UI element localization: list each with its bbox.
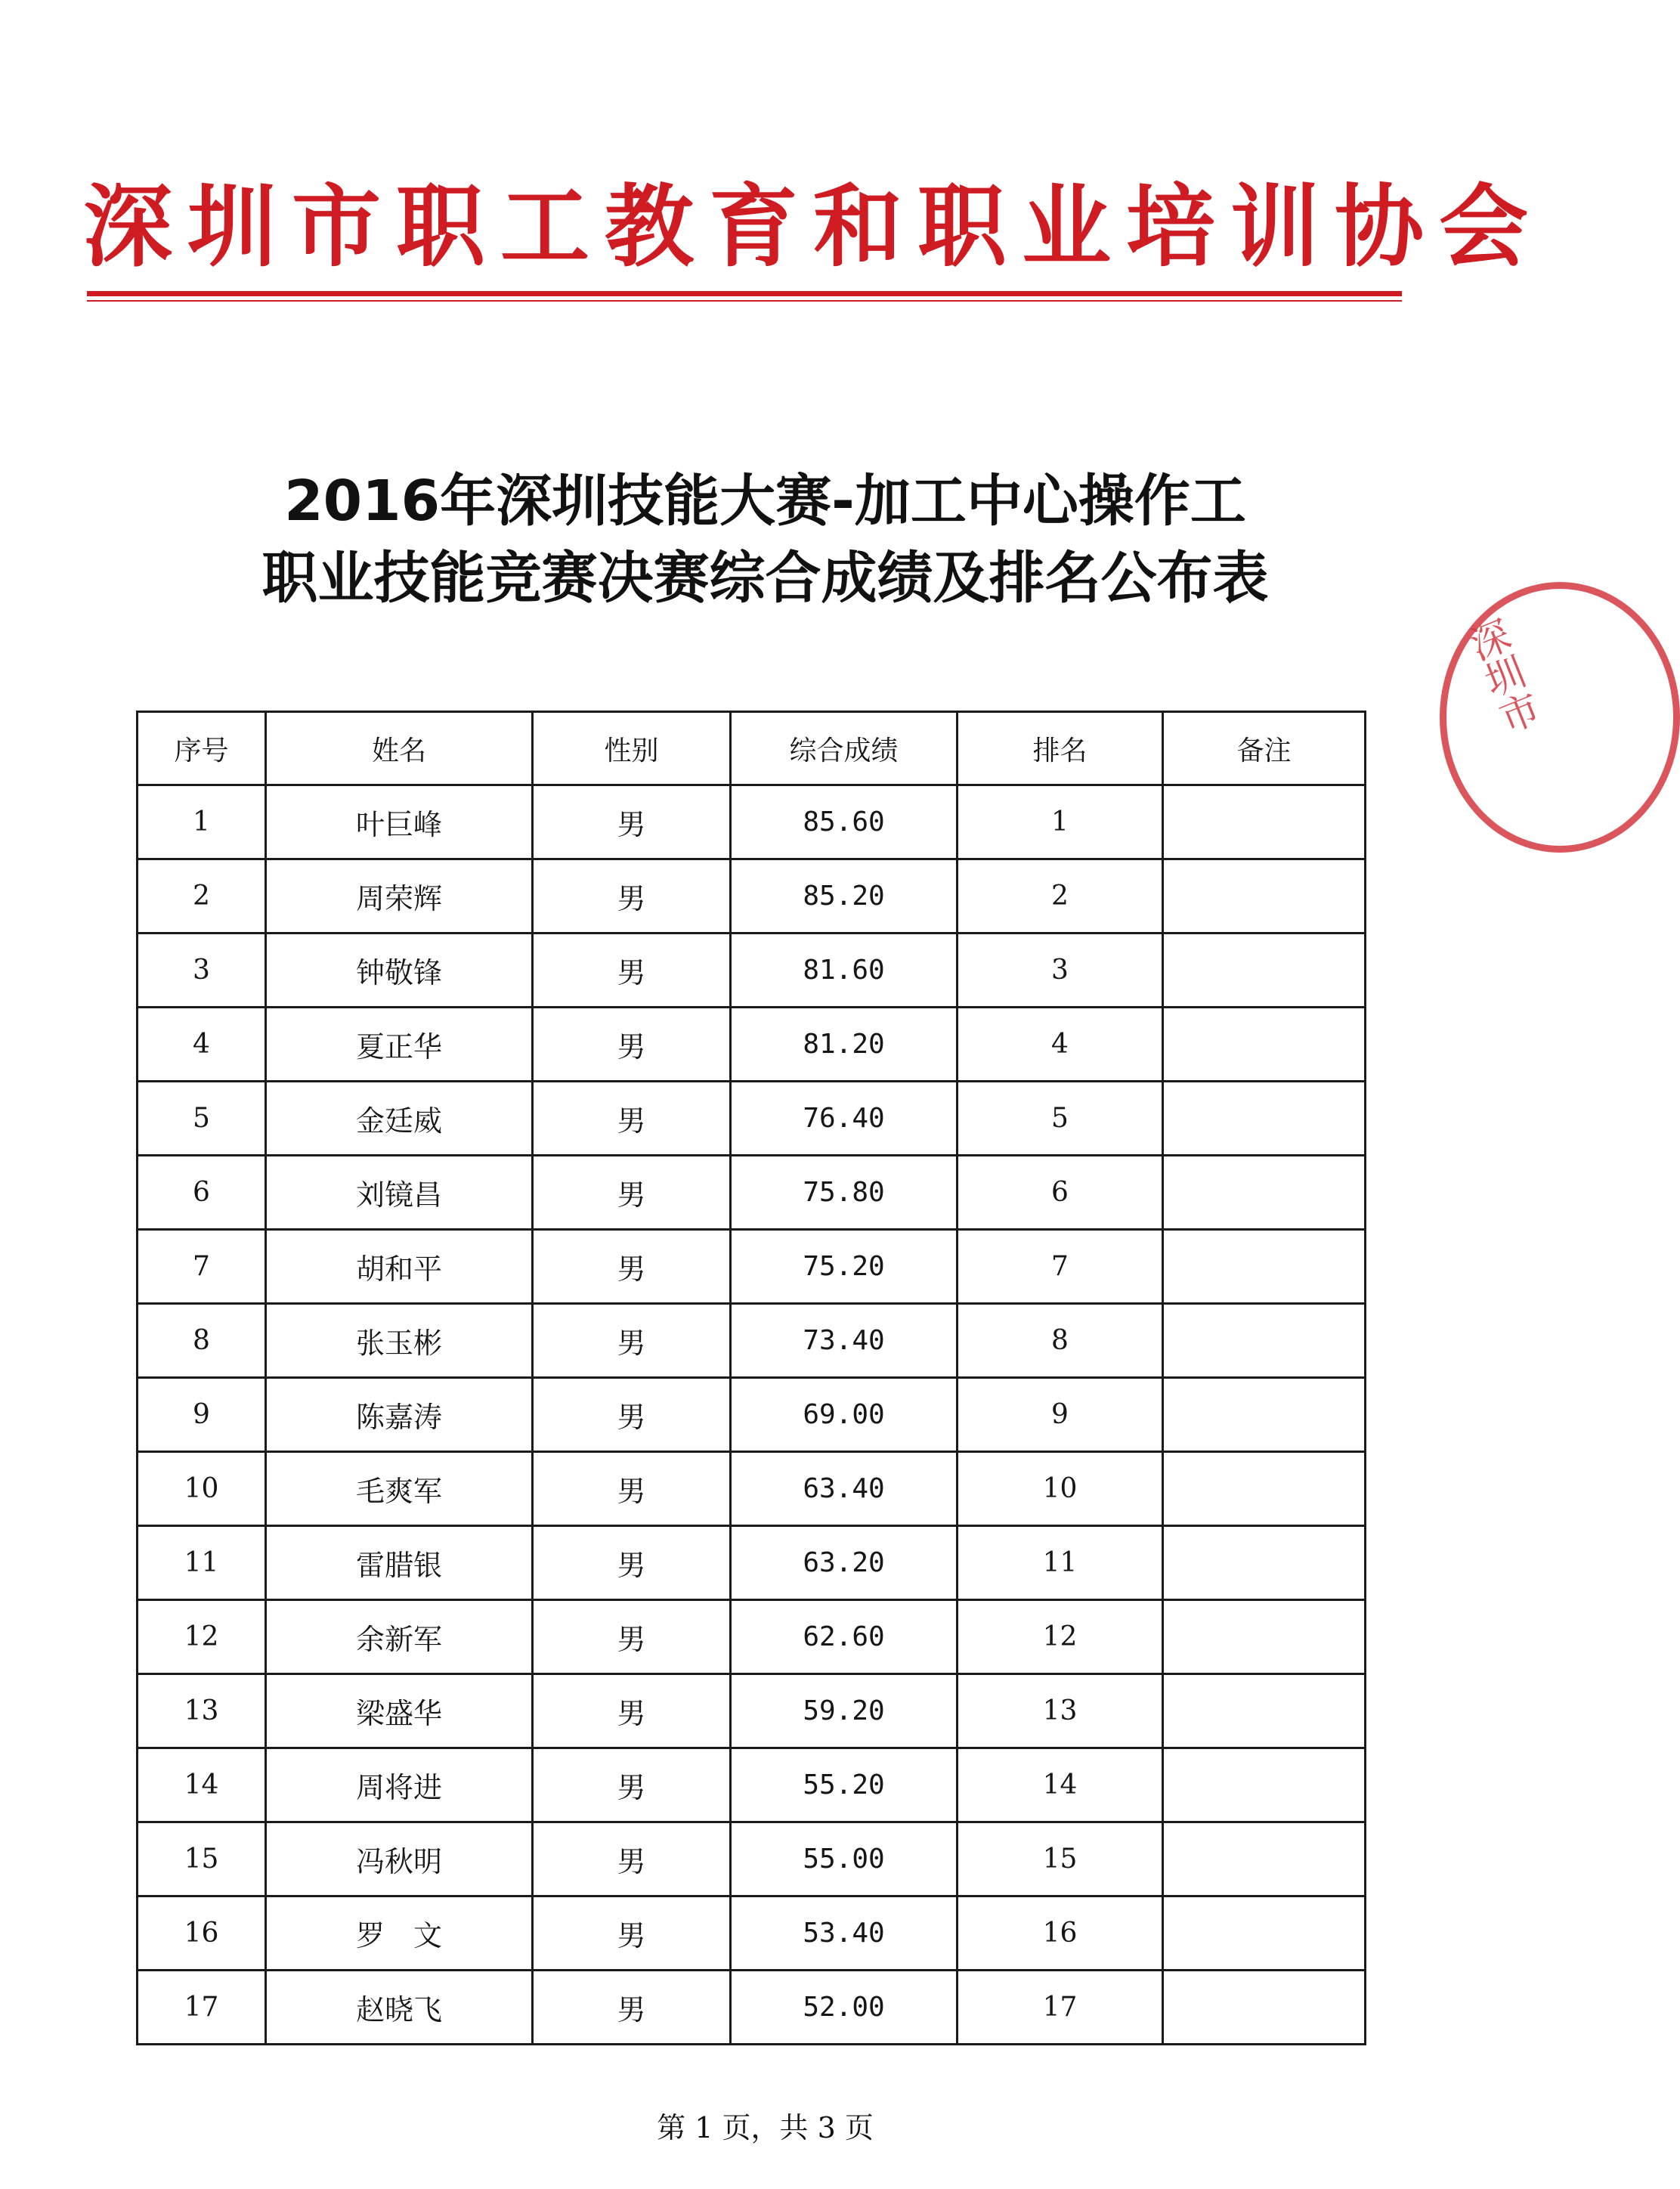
cell-remark [1163, 1674, 1366, 1748]
cell-index: 1 [138, 785, 266, 859]
cell-rank: 15 [958, 1822, 1163, 1896]
cell-remark [1163, 1230, 1366, 1304]
cell-score: 81.60 [731, 933, 958, 1008]
cell-rank: 4 [958, 1008, 1163, 1082]
cell-name: 刘镜昌 [266, 1156, 533, 1230]
cell-score: 55.00 [731, 1822, 958, 1896]
cell-gender: 男 [533, 1378, 731, 1452]
page-number-footer: 第 1 页，共 3 页 [657, 2111, 874, 2144]
cell-remark [1163, 1452, 1366, 1526]
cell-index: 15 [138, 1822, 266, 1896]
cell-remark [1163, 1304, 1366, 1378]
cell-index: 17 [138, 1971, 266, 2045]
table-row [138, 1378, 1366, 1452]
cell-name: 张玉彬 [266, 1304, 533, 1378]
cell-rank: 9 [958, 1378, 1163, 1452]
cell-rank: 16 [958, 1896, 1163, 1971]
cell-score: 73.40 [731, 1304, 958, 1378]
document-title-line-1: 2016年深圳技能大赛-加工中心操作工 [284, 469, 1246, 534]
cell-remark [1163, 1600, 1366, 1674]
header-gender: 性别 [533, 712, 731, 785]
cell-index: 4 [138, 1008, 266, 1082]
cell-name: 金廷威 [266, 1082, 533, 1156]
cell-rank: 13 [958, 1674, 1163, 1748]
cell-name: 雷腊银 [266, 1526, 533, 1600]
table-row [138, 1082, 1366, 1156]
cell-gender: 男 [533, 1600, 731, 1674]
cell-index: 10 [138, 1452, 266, 1526]
cell-gender: 男 [533, 1748, 731, 1822]
cell-index: 11 [138, 1526, 266, 1600]
cell-name: 胡和平 [266, 1230, 533, 1304]
cell-index: 7 [138, 1230, 266, 1304]
results-table [136, 711, 1366, 2045]
cell-rank: 14 [958, 1748, 1163, 1822]
cell-remark [1163, 1896, 1366, 1971]
cell-remark [1163, 785, 1366, 859]
table-row [138, 1674, 1366, 1748]
cell-remark [1163, 1378, 1366, 1452]
cell-remark [1163, 1156, 1366, 1230]
cell-rank: 12 [958, 1600, 1163, 1674]
cell-gender: 男 [533, 1008, 731, 1082]
cell-index: 12 [138, 1600, 266, 1674]
cell-rank: 11 [958, 1526, 1163, 1600]
cell-index: 16 [138, 1896, 266, 1971]
cell-rank: 7 [958, 1230, 1163, 1304]
cell-remark [1163, 1971, 1366, 2045]
cell-name: 罗 文 [266, 1896, 533, 1971]
header-remark: 备注 [1163, 712, 1366, 785]
header-score: 综合成绩 [731, 712, 958, 785]
official-seal-text: 深圳市 [1457, 614, 1545, 741]
letterhead-red-rule-thin [87, 300, 1402, 302]
cell-gender: 男 [533, 785, 731, 859]
cell-score: 85.20 [731, 859, 958, 933]
cell-score: 53.40 [731, 1896, 958, 1971]
cell-gender: 男 [533, 1971, 731, 2045]
header-name: 姓名 [266, 712, 533, 785]
cell-gender: 男 [533, 1082, 731, 1156]
cell-name: 赵晓飞 [266, 1971, 533, 2045]
cell-rank: 10 [958, 1452, 1163, 1526]
cell-gender: 男 [533, 1674, 731, 1748]
header-index: 序号 [138, 712, 266, 785]
cell-remark [1163, 1748, 1366, 1822]
table-row [138, 933, 1366, 1008]
table-row [138, 1008, 1366, 1082]
cell-index: 13 [138, 1674, 266, 1748]
table-row [138, 1304, 1366, 1378]
cell-score: 69.00 [731, 1378, 958, 1452]
table-row [138, 785, 1366, 859]
cell-rank: 5 [958, 1082, 1163, 1156]
cell-score: 75.20 [731, 1230, 958, 1304]
cell-name: 余新军 [266, 1600, 533, 1674]
cell-rank: 3 [958, 933, 1163, 1008]
header-rank: 排名 [958, 712, 1163, 785]
cell-gender: 男 [533, 1526, 731, 1600]
cell-score: 85.60 [731, 785, 958, 859]
cell-rank: 1 [958, 785, 1163, 859]
table-row [138, 859, 1366, 933]
cell-rank: 2 [958, 859, 1163, 933]
cell-gender: 男 [533, 1156, 731, 1230]
table-row [138, 1526, 1366, 1600]
table-row [138, 1971, 1366, 2045]
table-row [138, 1230, 1366, 1304]
cell-score: 55.20 [731, 1748, 958, 1822]
cell-remark [1163, 859, 1366, 933]
cell-score: 81.20 [731, 1008, 958, 1082]
cell-name: 夏正华 [266, 1008, 533, 1082]
cell-score: 76.40 [731, 1082, 958, 1156]
cell-name: 陈嘉涛 [266, 1378, 533, 1452]
cell-index: 6 [138, 1156, 266, 1230]
table-row [138, 1822, 1366, 1896]
cell-index: 2 [138, 859, 266, 933]
cell-name: 冯秋明 [266, 1822, 533, 1896]
cell-gender: 男 [533, 933, 731, 1008]
table-row [138, 1156, 1366, 1230]
cell-remark [1163, 933, 1366, 1008]
cell-gender: 男 [533, 859, 731, 933]
cell-gender: 男 [533, 1304, 731, 1378]
cell-index: 5 [138, 1082, 266, 1156]
cell-index: 8 [138, 1304, 266, 1378]
cell-remark [1163, 1526, 1366, 1600]
cell-rank: 6 [958, 1156, 1163, 1230]
cell-remark [1163, 1082, 1366, 1156]
cell-rank: 8 [958, 1304, 1163, 1378]
table-row [138, 1452, 1366, 1526]
cell-name: 梁盛华 [266, 1674, 533, 1748]
cell-gender: 男 [533, 1896, 731, 1971]
cell-rank: 17 [958, 1971, 1163, 2045]
cell-score: 63.20 [731, 1526, 958, 1600]
letterhead-red-rule [87, 291, 1402, 296]
cell-gender: 男 [533, 1822, 731, 1896]
document-title-line-2: 职业技能竞赛决赛综合成绩及排名公布表 [261, 546, 1269, 611]
cell-index: 14 [138, 1748, 266, 1822]
cell-remark [1163, 1822, 1366, 1896]
cell-index: 3 [138, 933, 266, 1008]
cell-remark [1163, 1008, 1366, 1082]
table-row [138, 1748, 1366, 1822]
cell-score: 75.80 [731, 1156, 958, 1230]
table-row [138, 1896, 1366, 1971]
table-header-row [138, 712, 1366, 785]
cell-gender: 男 [533, 1452, 731, 1526]
table-row [138, 1600, 1366, 1674]
cell-score: 63.40 [731, 1452, 958, 1526]
cell-name: 钟敬锋 [266, 933, 533, 1008]
cell-name: 毛爽军 [266, 1452, 533, 1526]
cell-gender: 男 [533, 1230, 731, 1304]
cell-name: 叶巨峰 [266, 785, 533, 859]
cell-name: 周荣辉 [266, 859, 533, 933]
cell-score: 52.00 [731, 1971, 958, 2045]
cell-score: 59.20 [731, 1674, 958, 1748]
letterhead-organization-name: 深圳市职工教育和职业培训协会 [83, 175, 1544, 279]
cell-name: 周将进 [266, 1748, 533, 1822]
cell-index: 9 [138, 1378, 266, 1452]
cell-score: 62.60 [731, 1600, 958, 1674]
